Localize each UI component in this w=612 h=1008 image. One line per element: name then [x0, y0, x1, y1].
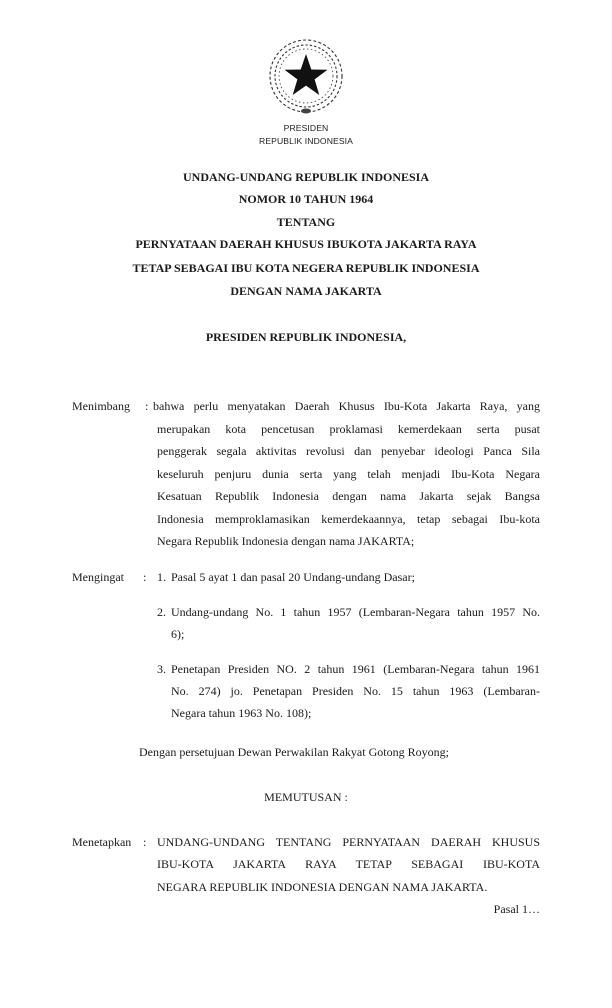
menetapkan-colon: :: [143, 835, 147, 849]
memutusan-heading: MEMUTUSAN :: [264, 790, 348, 804]
title-line-5: TETAP SEBAGAI IBU KOTA NEGERA REPUBLIK INDONESIA: [132, 261, 480, 275]
mengingat-colon: :: [143, 570, 147, 584]
title-line-6: DENGAN NAMA JAKARTA: [230, 284, 382, 298]
presidential-emblem-icon: [266, 36, 346, 116]
menetapkan-label: Menetapkan: [72, 835, 132, 849]
next-page-continuation: Pasal 1…: [493, 902, 540, 916]
menimbang-line-5: Kesatuan Republik Indonesia dengan nama Jakarta sejak Bangsa: [157, 489, 540, 503]
issuer-heading: PRESIDEN REPUBLIK INDONESIA,: [205, 330, 407, 344]
emblem-caption-presiden: PRESIDEN: [283, 123, 329, 133]
mengingat-item-2-line-1: Undang-undang No. 1 tahun 1957 (Lembaran-Negara tahun 1957 No.: [171, 605, 540, 619]
menimbang-line-3: penggerak segala aktivitas revolusi dan penyebar ideologi Panca Sila: [157, 444, 540, 458]
title-line-2: NOMOR 10 TAHUN 1964: [238, 192, 374, 206]
menimbang-line-4: keseluruh penjuru dunia serta yang telah menjadi Ibu-Kota Negara: [157, 467, 540, 481]
mengingat-item-1-num: 1.: [157, 570, 166, 584]
mengingat-label: Mengingat: [72, 570, 124, 584]
mengingat-item-2-line-2: 6);: [171, 627, 185, 641]
menimbang-line-1: bahwa perlu menyatakan Daerah Khusus Ibu-Kota Jakarta Raya, yang: [153, 399, 540, 413]
persetujuan-text: Dengan persetujuan Dewan Perwakilan Rakyat Gotong Royong;: [139, 745, 449, 759]
menimbang-line-2: merupakan kota pencetusan proklamasi kemerdekaan serta pusat: [157, 422, 540, 436]
menimbang-label: Menimbang: [72, 399, 130, 413]
emblem-caption-republik: REPUBLIK INDONESIA: [259, 136, 353, 146]
menimbang-line-6: Indonesia memproklamasikan kemerdekaannya, tetap sebagai Ibu-kota: [157, 512, 540, 526]
mengingat-item-1-text: Pasal 5 ayat 1 dan pasal 20 Undang-undang Dasar;: [171, 570, 415, 584]
mengingat-item-3-line-2: No. 274) jo. Penetapan Presiden No. 15 tahun 1963 (Lembaran-: [171, 684, 540, 698]
mengingat-item-3-num: 3.: [157, 662, 166, 676]
mengingat-item-3-line-1: Penetapan Presiden NO. 2 tahun 1961 (Lembaran-Negara tahun 1961: [171, 662, 540, 676]
menimbang-colon: :: [145, 399, 149, 413]
title-line-1: UNDANG-UNDANG REPUBLIK INDONESIA: [182, 170, 430, 184]
mengingat-item-3-line-3: Negara tahun 1963 No. 108);: [171, 706, 312, 720]
title-line-3: TENTANG: [276, 215, 336, 229]
menetapkan-line-2: IBU-KOTA JAKARTA RAYA TETAP SEBAGAI IBU-KOTA: [157, 857, 540, 871]
menetapkan-line-3: NEGARA REPUBLIK INDONESIA DENGAN NAMA JAKARTA.: [157, 880, 488, 894]
title-line-4: PERNYATAAN DAERAH KHUSUS IBUKOTA JAKARTA RAYA: [135, 237, 477, 251]
menimbang-line-7: Negara Republik Indonesia dengan nama JAKARTA;: [157, 534, 415, 548]
mengingat-item-2-num: 2.: [157, 605, 166, 619]
menetapkan-line-1: UNDANG-UNDANG TENTANG PERNYATAAN DAERAH KHUSUS: [157, 835, 540, 849]
